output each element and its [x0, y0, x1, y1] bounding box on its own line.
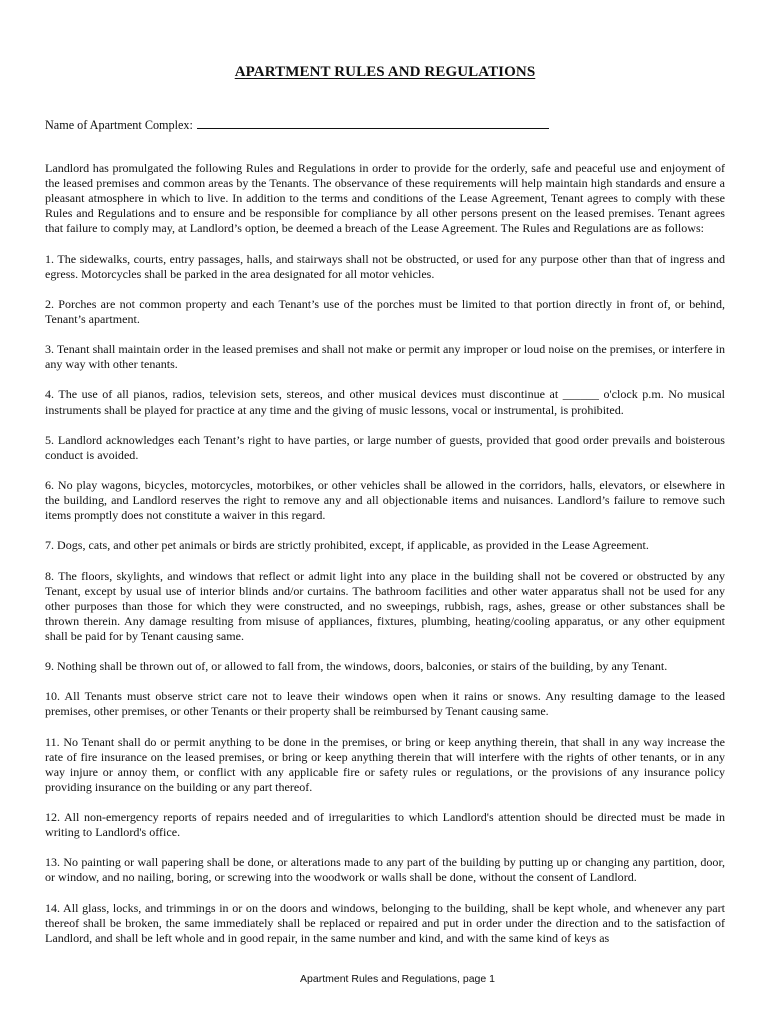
rule-12: 12. All non-emergency reports of repairs needed and of irregularities to which Landlord's attention should be directed must be made in writing to Landlord's office.	[45, 810, 725, 840]
rule-3: 3. Tenant shall maintain order in the leased premises and shall not make or permit any improper or loud noise on the premises, or interfere in any way with other tenants.	[45, 342, 725, 372]
rule-5: 5. Landlord acknowledges each Tenant’s right to have parties, or large number of guests, provided that good order prevails and boisterous conduct is avoided.	[45, 432, 725, 462]
document-title: APARTMENT RULES AND REGULATIONS	[234, 64, 536, 80]
rule-11: 11. No Tenant shall do or permit anything to be done in the premises, or bring or keep anything therein, that shall in any way increase the rate of fire insurance on the leased premises, or bring or keep anything therein that will interfere with the rights of other tenants, or in any way injure or annoy them, or conflict with any applicable fire or safety rules or regulations, or the provisions of any insurance policy providing insurance on the building or any part thereof.	[45, 734, 725, 794]
rule-10: 10. All Tenants must observe strict care not to leave their windows open when it rains or snows. Any resulting damage to the leased premises, other premises, or other Tenants or their property shall be reimbursed by Tenant causing same.	[45, 689, 725, 719]
page-footer: Apartment Rules and Regulations, page 1	[300, 973, 495, 985]
rule-1: 1. The sidewalks, courts, entry passages, halls, and stairways shall not be obstructed, or used for any purpose other than that of ingress and egress. Motorcycles shall be parked in the area designated for all motor vehicles.	[45, 251, 725, 281]
rule-9: 9. Nothing shall be thrown out of, or allowed to fall from, the windows, doors, balconies, or stairs of the building, by any Tenant.	[45, 659, 668, 674]
rule-13: 13. No painting or wall papering shall be done, or alterations made to any part of the building by putting up or changing any partition, door, or window, and no nailing, boring, or screwing into the woodwork or walls shall be done, without the consent of Landlord.	[45, 855, 725, 885]
apartment-complex-label: Name of Apartment Complex:	[45, 118, 193, 132]
rule-8: 8. The floors, skylights, and windows that reflect or admit light into any place in the building shall not be covered or obstructed by any Tenant, except by usual use of interior blinds and/or curtains. The bathroom facilities and other water apparatus shall not be used for any other purposes than those for which they were constructed, and no sweepings, rubbish, rags, ashes, grease or other substances shall be thrown therein. Any damage resulting from misuse of appliances, fixtures, plumbing, heating/cooling apparatus, or any other equipment shall be paid for by Tenant causing same.	[45, 568, 725, 643]
rule-4: 4. The use of all pianos, radios, television sets, stereos, and other musical devices must discontinue at ______ o'clock p.m. No musical instruments shall be played for practice at any time and the giving of music lessons, vocal or instrumental, is prohibited.	[45, 387, 725, 417]
apartment-complex-row	[45, 117, 549, 133]
rule-7: 7. Dogs, cats, and other pet animals or birds are strictly prohibited, except, if applicable, as provided in the Lease Agreement.	[45, 538, 649, 553]
rule-6: 6. No play wagons, bicycles, motorcycles, motorbikes, or other vehicles shall be allowed in the corridors, halls, elevators, or elsewhere in the building, and Landlord reserves the right to remove any and all objectionable items and nuisances. Landlord’s failure to remove such items promptly does not constitute a waiver in this regard.	[45, 477, 725, 523]
rule-2: 2. Porches are not common property and each Tenant’s use of the porches must be limited to that portion directly in front of, or behind, Tenant’s apartment.	[45, 296, 725, 326]
intro-paragraph: Landlord has promulgated the following Rules and Regulations in order to provide for the orderly, safe and peaceful use and enjoyment of the leased premises and common areas by the Tenants. The observance of these requirements will help maintain high standards and ensure a pleasant atmosphere in which to live. In addition to the terms and conditions of the Lease Agreement, Tenant agrees to comply with these Rules and Regulations and to ensure and be responsible for compliance by all other persons present on the leased premises. Tenant agrees that failure to comply may, at Landlord’s option, be deemed a breach of the Lease Agreement. The Rules and Regulations are as follows:	[45, 161, 725, 236]
document-body	[45, 161, 725, 961]
apartment-complex-blank[interactable]	[197, 117, 549, 129]
rule-14: 14. All glass, locks, and trimmings in or on the doors and windows, belonging to the building, shall be kept whole, and whenever any part thereof shall be broken, the same immediately shall be replaced or repaired and put in order under the direction and to the satisfaction of Landlord, and shall be left whole and in good repair, in the same number and kind, and with the same kind of keys as	[45, 900, 725, 945]
